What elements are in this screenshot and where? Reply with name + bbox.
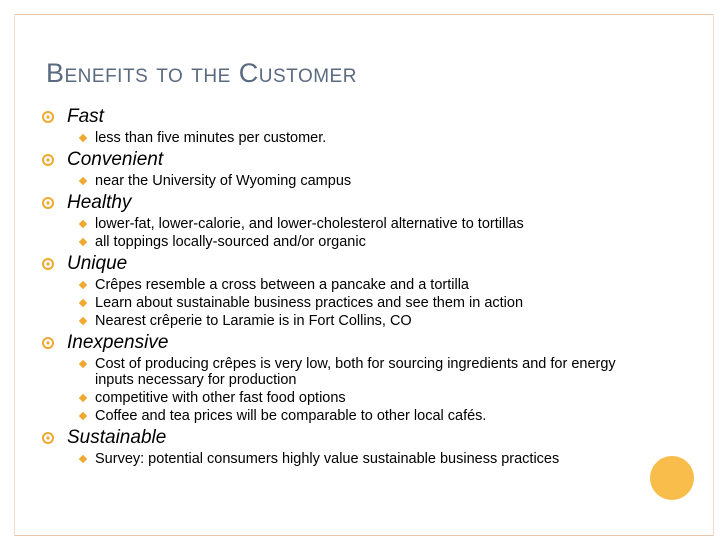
sub-list xyxy=(42,356,652,426)
frame-bottom-line xyxy=(14,535,714,536)
sub-item-text: Crêpes resemble a cross between a pancake and a tortilla xyxy=(95,277,469,293)
open-circle-bullet-icon xyxy=(42,337,54,349)
orange-circle-decoration xyxy=(650,456,694,500)
sub-item-text: less than five minutes per customer. xyxy=(95,130,327,146)
list-item xyxy=(42,106,652,148)
item-heading xyxy=(42,427,652,449)
open-circle-bullet-icon xyxy=(42,111,54,123)
item-heading xyxy=(42,253,652,275)
sub-item-text: near the University of Wyoming campus xyxy=(95,173,352,189)
item-heading-text: Healthy xyxy=(67,192,132,213)
sub-item-text: lower-fat, lower-calorie, and lower-cholesterol alternative to tortillas xyxy=(95,216,524,232)
item-heading-text: Fast xyxy=(67,106,104,127)
sub-list xyxy=(42,130,652,148)
open-circle-bullet-icon xyxy=(42,154,54,166)
sub-item xyxy=(42,295,652,311)
diamond-bullet-icon xyxy=(78,298,88,308)
sub-item xyxy=(42,130,652,146)
diamond-bullet-icon xyxy=(78,219,88,229)
slide-title: Benefits to the Customer xyxy=(46,58,357,88)
item-heading-text: Unique xyxy=(67,253,128,274)
bullet-list xyxy=(42,105,652,469)
open-circle-bullet-icon xyxy=(42,258,54,270)
diamond-bullet-icon xyxy=(78,176,88,186)
frame-left-line xyxy=(14,14,15,536)
diamond-bullet-icon xyxy=(78,393,88,403)
frame-top-line xyxy=(14,14,714,15)
sub-item xyxy=(42,277,652,293)
diamond-bullet-icon xyxy=(78,454,88,464)
sub-item xyxy=(42,173,652,189)
sub-item-text: Survey: potential consumers highly value sustainable business practices xyxy=(95,451,560,467)
list-item xyxy=(42,192,652,252)
sub-item-text: Learn about sustainable business practices and see them in action xyxy=(95,295,524,311)
sub-item-text: Cost of producing crêpes is very low, both for sourcing ingredients and for energy inputs necessary for production xyxy=(95,356,616,388)
open-circle-bullet-icon xyxy=(42,432,54,444)
frame-right-line xyxy=(713,14,714,536)
list-item xyxy=(42,253,652,331)
sub-list xyxy=(42,277,652,331)
open-circle-bullet-icon xyxy=(42,197,54,209)
sub-item xyxy=(42,216,652,232)
list-item xyxy=(42,332,652,426)
item-heading xyxy=(42,149,652,171)
diamond-bullet-icon xyxy=(78,359,88,369)
item-heading-text: Inexpensive xyxy=(67,332,169,353)
diamond-bullet-icon xyxy=(78,280,88,290)
item-heading xyxy=(42,106,652,128)
sub-list xyxy=(42,216,652,252)
item-heading xyxy=(42,192,652,214)
diamond-bullet-icon xyxy=(78,411,88,421)
sub-item-text: Nearest crêperie to Laramie is in Fort Collins, CO xyxy=(95,313,412,329)
item-heading xyxy=(42,332,652,354)
list-item xyxy=(42,149,652,191)
sub-item-text: all toppings locally-sourced and/or organic xyxy=(95,234,366,250)
sub-item-text: Coffee and tea prices will be comparable to other local cafés. xyxy=(95,408,487,424)
sub-item xyxy=(42,356,652,388)
item-heading-text: Convenient xyxy=(67,149,164,170)
item-heading-text: Sustainable xyxy=(67,427,167,448)
sub-item xyxy=(42,313,652,329)
diamond-bullet-icon xyxy=(78,316,88,326)
sub-item xyxy=(42,234,652,250)
sub-list xyxy=(42,451,652,469)
sub-item-text: competitive with other fast food options xyxy=(95,390,346,406)
list-item xyxy=(42,427,652,469)
sub-list xyxy=(42,173,652,191)
diamond-bullet-icon xyxy=(78,237,88,247)
diamond-bullet-icon xyxy=(78,133,88,143)
sub-item xyxy=(42,408,652,424)
sub-item xyxy=(42,451,652,467)
sub-item xyxy=(42,390,652,406)
